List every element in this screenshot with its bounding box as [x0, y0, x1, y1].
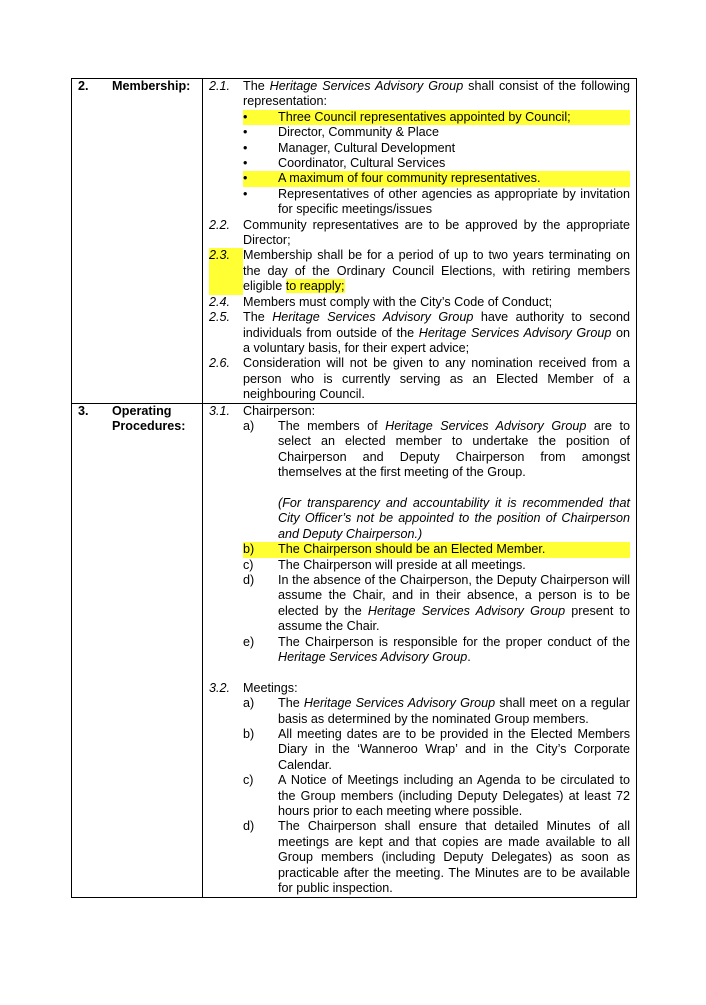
bullet-icon: •: [243, 140, 248, 155]
clause-2-4: 2.4. Members must comply with the City’s Code of Conduct;: [209, 294, 553, 309]
bullet-item: • Coordinator, Cultural Services: [243, 156, 446, 171]
sub-item: d) In the absence of the Chairperson, the Deputy Chairperson will assume the Chair, and in their absence, a person is to be elected by the Heritage Services Advisory Group present to assume the Chair.: [243, 572, 630, 634]
bullet-icon: •: [243, 171, 248, 186]
clause-3-2: 3.2. Meetings:: [209, 680, 298, 695]
bullet-icon: •: [243, 125, 248, 140]
highlighted-text: to reapply;: [285, 279, 345, 294]
sub-item: b) The Chairperson should be an Elected Member.: [243, 542, 630, 557]
clause-2-2: 2.2. Community representatives are to be approved by the appropriate Director;: [209, 217, 630, 248]
section-label-cell: [72, 403, 203, 897]
sub-item: a) The members of Heritage Services Advisory Group are to select an elected member to undertake the position of Chairperson and Deputy Chairperson from amongst themselves at the first meeting of the Group.: [243, 418, 631, 480]
section-body-cell: [203, 79, 637, 404]
bullet-item: • A maximum of four community representatives.: [243, 171, 630, 186]
sub-item: c) The Chairperson will preside at all meetings.: [243, 557, 526, 572]
bullet-icon: •: [243, 109, 248, 124]
sub-item: a) The Heritage Services Advisory Group shall meet on a regular basis as determined by the nominated Group members.: [243, 696, 631, 726]
section-label-cell: [72, 79, 203, 404]
note-text: (For transparency and accountability it is recommended that City Officer’s not be appointed to the position of Chairperson and Deputy Chairperson.): [278, 495, 630, 541]
sub-item: b) All meeting dates are to be provided in the Elected Members Diary in the ‘Wanneroo Wrap’ and in the City’s Corporate Calendar.: [243, 727, 630, 772]
sub-item: e) The Chairperson is responsible for the proper conduct of the Heritage Services Advisory Group.: [243, 634, 630, 665]
section-membership-row: [72, 79, 637, 404]
bullet-item: • Manager, Cultural Development: [243, 140, 456, 155]
section-number: 3.: [78, 403, 89, 418]
section-body-cell: [203, 403, 637, 897]
section-title: Operating Procedures:: [112, 403, 186, 433]
bullet-item: • Three Council representatives appointed by Council;: [243, 110, 630, 125]
clause-2-5: 2.5. The Heritage Services Advisory Group have authority to second individuals from outside of the Heritage Services Advisory Group on a voluntary basis, for their expert advice;: [209, 310, 631, 355]
clause-number: 2.1.: [209, 79, 231, 93]
sub-item: d) The Chairperson shall ensure that detailed Minutes of all meetings are kept and that copies are made available to all Group members (including Deputy Delegates) as soon as practicable after the meeting. The Minutes are to be available for public inspection.: [243, 819, 630, 896]
clause-2-3: 2.3. Membership shall be for a period of up to two years terminating on the day of the Ordinary Council Elections, with retiring members eligible to reapply;: [209, 248, 630, 294]
terms-of-reference-table: [71, 78, 637, 898]
clause-3-1: 3.1. Chairperson:: [209, 403, 316, 418]
section-title: Membership:: [112, 79, 191, 93]
clause-2-6: 2.6. Consideration will not be given to any nomination received from a person who is currently serving as an Elected Member of a neighbouring Council.: [209, 356, 630, 402]
bullet-item: • Director, Community & Place: [243, 125, 439, 140]
bullet-icon: •: [243, 186, 248, 201]
sub-item: c) A Notice of Meetings including an Agenda to be circulated to the Group members (including Deputy Delegates) at least 72 hours prior to each meeting where possible.: [243, 773, 630, 819]
clause-text: The Heritage Services Advisory Group shall consist of the following representation:: [243, 79, 631, 109]
bullet-item: • Representatives of other agencies as appropriate by invitation for specific meetings/issues: [243, 186, 630, 217]
section-operating-procedures-row: [72, 403, 637, 897]
section-number: 2.: [78, 79, 89, 93]
clause-2-1: [209, 79, 630, 110]
bullet-icon: •: [243, 156, 248, 171]
